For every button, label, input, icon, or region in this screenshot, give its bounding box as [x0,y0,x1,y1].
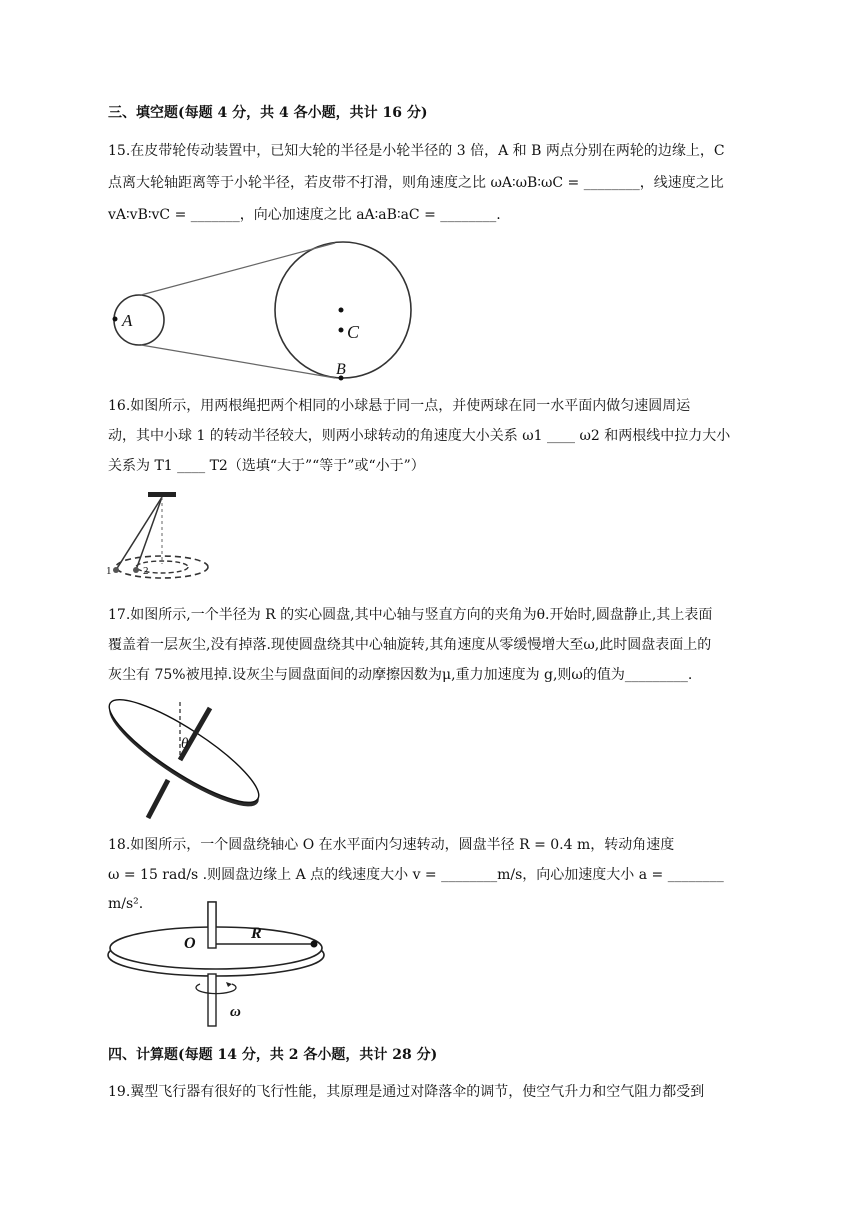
label-o: O [184,935,196,952]
label-theta: θ [181,736,189,752]
center-dot [339,308,344,313]
question-16-line-3: 关系为 T1 ____ T2（选填“大于”“等于”或“小于”） [108,458,425,474]
question-15-line-1: 15.在皮带轮传动装置中，已知大轮的半径是小轮半径的 3 倍，A 和 B 两点分别在两轮的边缘上，C [108,143,725,159]
section-heading: 四、计算题(每题 14 分，共 2 各小题，共计 28 分) [108,1047,438,1063]
question-18-line-1: 18.如图所示，一个圆盘绕轴心 O 在水平面内匀速转动，圆盘半径 R = 0.4 m，转动角速度 [108,837,675,853]
question-18-line-2: ω = 15 rad/s .则圆盘边缘上 A 点的线速度大小 v = ________m/s，向心加速度大小 a = ________ m/s². [108,867,724,912]
ball-2 [133,567,139,573]
label-b: B [336,361,346,378]
question-17-line-3: 灰尘有 75%被甩掉.设灰尘与圆盘面间的动摩擦因数为μ,重力加速度为 g,则ω的值为_________. [108,667,693,683]
question-16-line-2: 动，其中小球 1 的转动半径较大，则两小球转动的角速度大小关系 ω1 ____ ω2 和两根线中拉力大小 [108,428,731,444]
rotation-arrowhead [226,982,232,987]
question-16-line-1: 16.如图所示，用两根绳把两个相同的小球悬于同一点，并使两球在同一水平面内做匀速圆周运 [108,398,691,414]
axle-bottom [208,974,216,1026]
axle-through-top [208,902,216,948]
question-19-line-1: 19.翼型飞行器有很好的飞行性能，其原理是通过对降落伞的调节，使空气升力和空气阻力都受到 [108,1084,705,1100]
belt-bottom [141,345,335,378]
ceiling-support [148,492,176,497]
conical-pendulum-figure [108,492,218,584]
question-15-line-2: 点离大轮轴距离等于小轮半径，若皮带不打滑，则角速度之比 ωA∶ωB∶ωC = ________，线速度之比 [108,175,724,191]
belt-pulley-figure [105,248,425,388]
label-r: R [251,925,262,942]
question-17-line-1: 17.如图所示,一个半径为 R 的实心圆盘,其中心轴与竖直方向的夹角为θ.开始时,圆盘静止,其上表面 [108,607,713,623]
label-ball-1: 1 [106,565,112,577]
label-ball-2: 2 [143,565,149,577]
horizontal-disk-figure [108,898,333,1028]
point-a-dot [311,941,318,948]
string-1 [116,497,162,570]
label-a: A [122,311,133,330]
ball-1 [113,567,119,573]
axle-lower [148,780,168,818]
tilted-disk-figure [100,700,270,825]
question-15-line-3: vA∶vB∶vC = _______，向心加速度之比 aA∶aB∶aC = ________. [108,207,501,223]
section-heading: 三、填空题(每题 4 分，共 4 各小题，共计 16 分) [108,105,428,121]
label-c: C [347,322,360,342]
belt-top [141,243,335,295]
point-c-dot [339,328,344,333]
string-2 [136,497,162,570]
label-omega: ω [230,1004,241,1020]
point-a-dot [113,317,118,322]
question-17-line-2: 覆盖着一层灰尘,没有掉落.现使圆盘绕其中心轴旋转,其角速度从零缓慢增大至ω,此时圆盘表面上的 [108,637,712,653]
